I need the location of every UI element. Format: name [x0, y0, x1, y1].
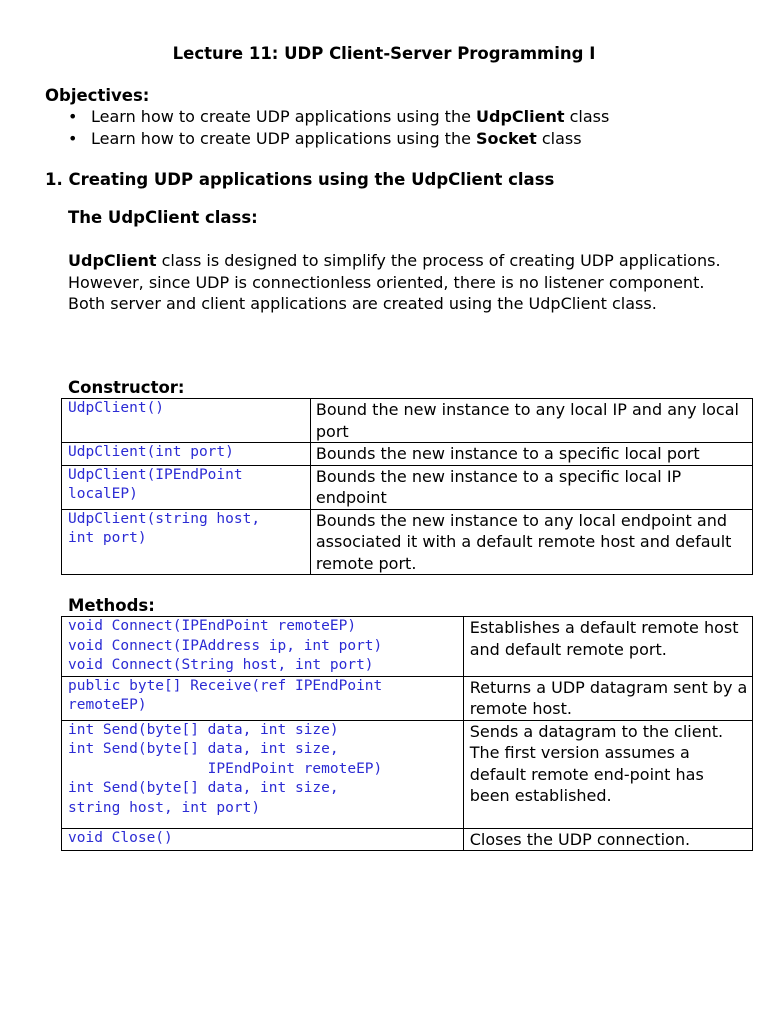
constructor-signature: UdpClient(string host, int port)	[62, 509, 311, 575]
constructor-description: Bound the new instance to any local IP and any local port	[310, 399, 752, 443]
paragraph-line: However, since UDP is connectionless oriented, there is no listener component.	[68, 272, 705, 292]
table-row	[62, 509, 753, 575]
table-row	[62, 443, 753, 466]
section-heading: 1. Creating UDP applications using the UdpClient class	[45, 170, 555, 189]
method-signature: public byte[] Receive(ref IPEndPoint remoteEP)	[62, 676, 464, 720]
table-row	[62, 828, 753, 851]
constructor-description: Bounds the new instance to a specific local IP endpoint	[310, 465, 752, 509]
constructor-label: Constructor:	[68, 378, 185, 397]
table-row	[62, 676, 753, 720]
table-row	[62, 399, 753, 443]
bullet-icon: •	[68, 107, 78, 126]
constructor-description: Bounds the new instance to any local endpoint and associated it with a default remote host and default remote port.	[310, 509, 752, 575]
method-description: Establishes a default remote host and default remote port.	[463, 617, 752, 677]
bullet-icon: •	[68, 129, 78, 148]
table-row	[62, 465, 753, 509]
paragraph-line: Both server and client applications are created using the UdpClient class.	[68, 294, 657, 313]
method-description: Closes the UDP connection.	[463, 828, 752, 851]
subsection-heading: The UdpClient class:	[68, 208, 258, 227]
method-description: Sends a datagram to the client. The first version assumes a default remote end-point has been established.	[463, 720, 752, 828]
constructor-table	[61, 398, 753, 575]
table-row	[62, 720, 753, 828]
method-description: Returns a UDP datagram sent by a remote host.	[463, 676, 752, 720]
constructor-signature: UdpClient(int port)	[62, 443, 311, 466]
method-signature: void Close()	[62, 828, 464, 851]
table-row	[62, 617, 753, 677]
objectives-list	[68, 106, 609, 150]
objectives-heading: Objectives:	[45, 86, 150, 105]
constructor-description: Bounds the new instance to a specific local port	[310, 443, 752, 466]
method-signature: void Connect(IPEndPoint remoteEP) void Connect(IPAddress ip, int port) void Connect(String host, int port)	[62, 617, 464, 677]
intro-paragraph	[68, 250, 728, 315]
constructor-signature: UdpClient()	[62, 399, 311, 443]
objective-item: • Learn how to create UDP applications using the UdpClient class	[68, 107, 610, 126]
objective-item: • Learn how to create UDP applications using the Socket class	[68, 129, 582, 148]
paragraph-line: UdpClient class is designed to simplify the process of creating UDP applications.	[68, 251, 721, 270]
constructor-signature: UdpClient(IPEndPoint localEP)	[62, 465, 311, 509]
page-title: Lecture 11: UDP Client-Server Programming I	[172, 44, 596, 63]
methods-label: Methods:	[68, 596, 155, 615]
methods-table	[61, 616, 753, 851]
method-signature: int Send(byte[] data, int size) int Send(byte[] data, int size, IPEndPoint remoteEP) int Send(byte[] data, int size, string host, int port)	[62, 720, 464, 828]
